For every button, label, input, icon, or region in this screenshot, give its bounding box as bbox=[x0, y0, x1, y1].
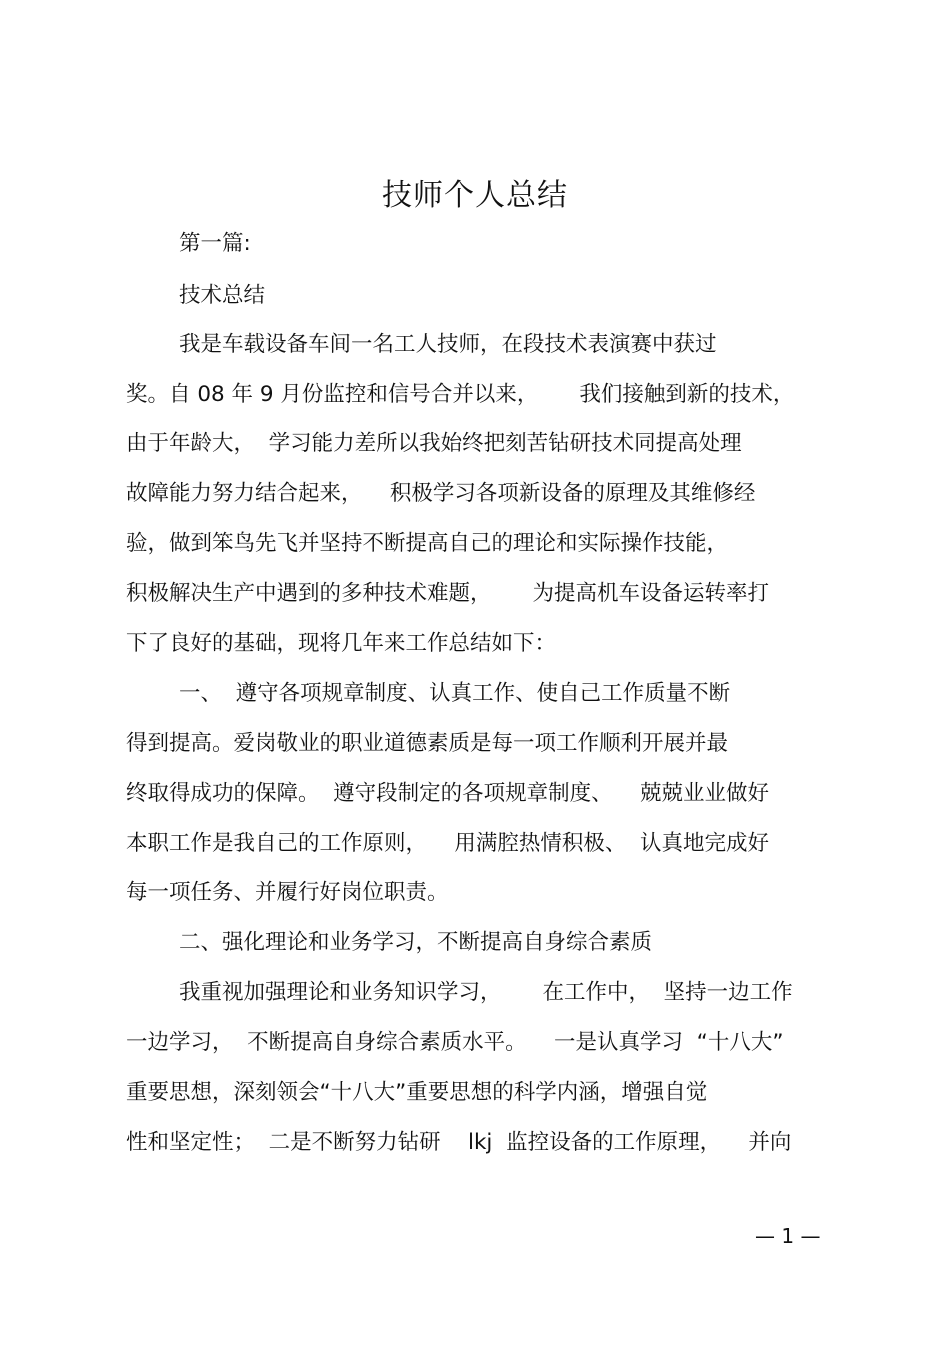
document-title: 技师个人总结 bbox=[382, 178, 568, 213]
section-heading: 技术总结 bbox=[179, 283, 266, 308]
paragraph-line: 我重视加强理论和业务知识学习， 在工作中， 坚持一边工作 bbox=[179, 980, 793, 1005]
paragraph-line: 每一项任务、并履行好岗位职责。 bbox=[126, 880, 449, 905]
paragraph-line: 奖。自 08 年 9 月份监控和信号合并以来， 我们接触到新的技术， bbox=[126, 382, 795, 407]
paragraph-line: 故障能力努力结合起来， 积极学习各项新设备的原理及其维修经 bbox=[126, 481, 756, 506]
paragraph-line: 本职工作是我自己的工作原则， 用满腔热情积极、 认真地完成好 bbox=[126, 831, 770, 856]
paragraph-line: 得到提高。爱岗敬业的职业道德素质是每一项工作顺利开展并最 bbox=[126, 731, 729, 756]
page-number: — 1 — bbox=[755, 1224, 821, 1248]
paragraph-line: 终取得成功的保障。 遵守段制定的各项规章制度、 兢兢业业做好 bbox=[126, 781, 770, 806]
section-label: 第一篇: bbox=[179, 231, 251, 256]
paragraph-line: 一边学习， 不断提高自身综合素质水平。 一是认真学习 “十八大” bbox=[126, 1030, 784, 1055]
paragraph-line: 我是车载设备车间一名工人技师，在段技术表演赛中获过 bbox=[179, 332, 717, 357]
paragraph-line: 下了良好的基础，现将几年来工作总结如下： bbox=[126, 631, 557, 656]
paragraph-line: 由于年龄大， 学习能力差所以我始终把刻苦钻研技术同提高处理 bbox=[126, 431, 742, 456]
paragraph-line: 验，做到笨鸟先飞并坚持不断提高自己的理论和实际操作技能， bbox=[126, 531, 729, 556]
subsection-heading: 二、强化理论和业务学习，不断提高自身综合素质 bbox=[179, 930, 653, 955]
paragraph-line: 性和坚定性； 二是不断努力钻研 lkj 监控设备的工作原理， 并向 bbox=[126, 1130, 792, 1155]
paragraph-line: 重要思想，深刻领会“十八大”重要思想的科学内涵，增强自觉 bbox=[126, 1080, 708, 1105]
paragraph-line: 一、 遵守各项规章制度、认真工作、使自己工作质量不断 bbox=[179, 681, 731, 706]
paragraph-line: 积极解决生产中遇到的多种技术难题， 为提高机车设备运转率打 bbox=[126, 581, 770, 606]
